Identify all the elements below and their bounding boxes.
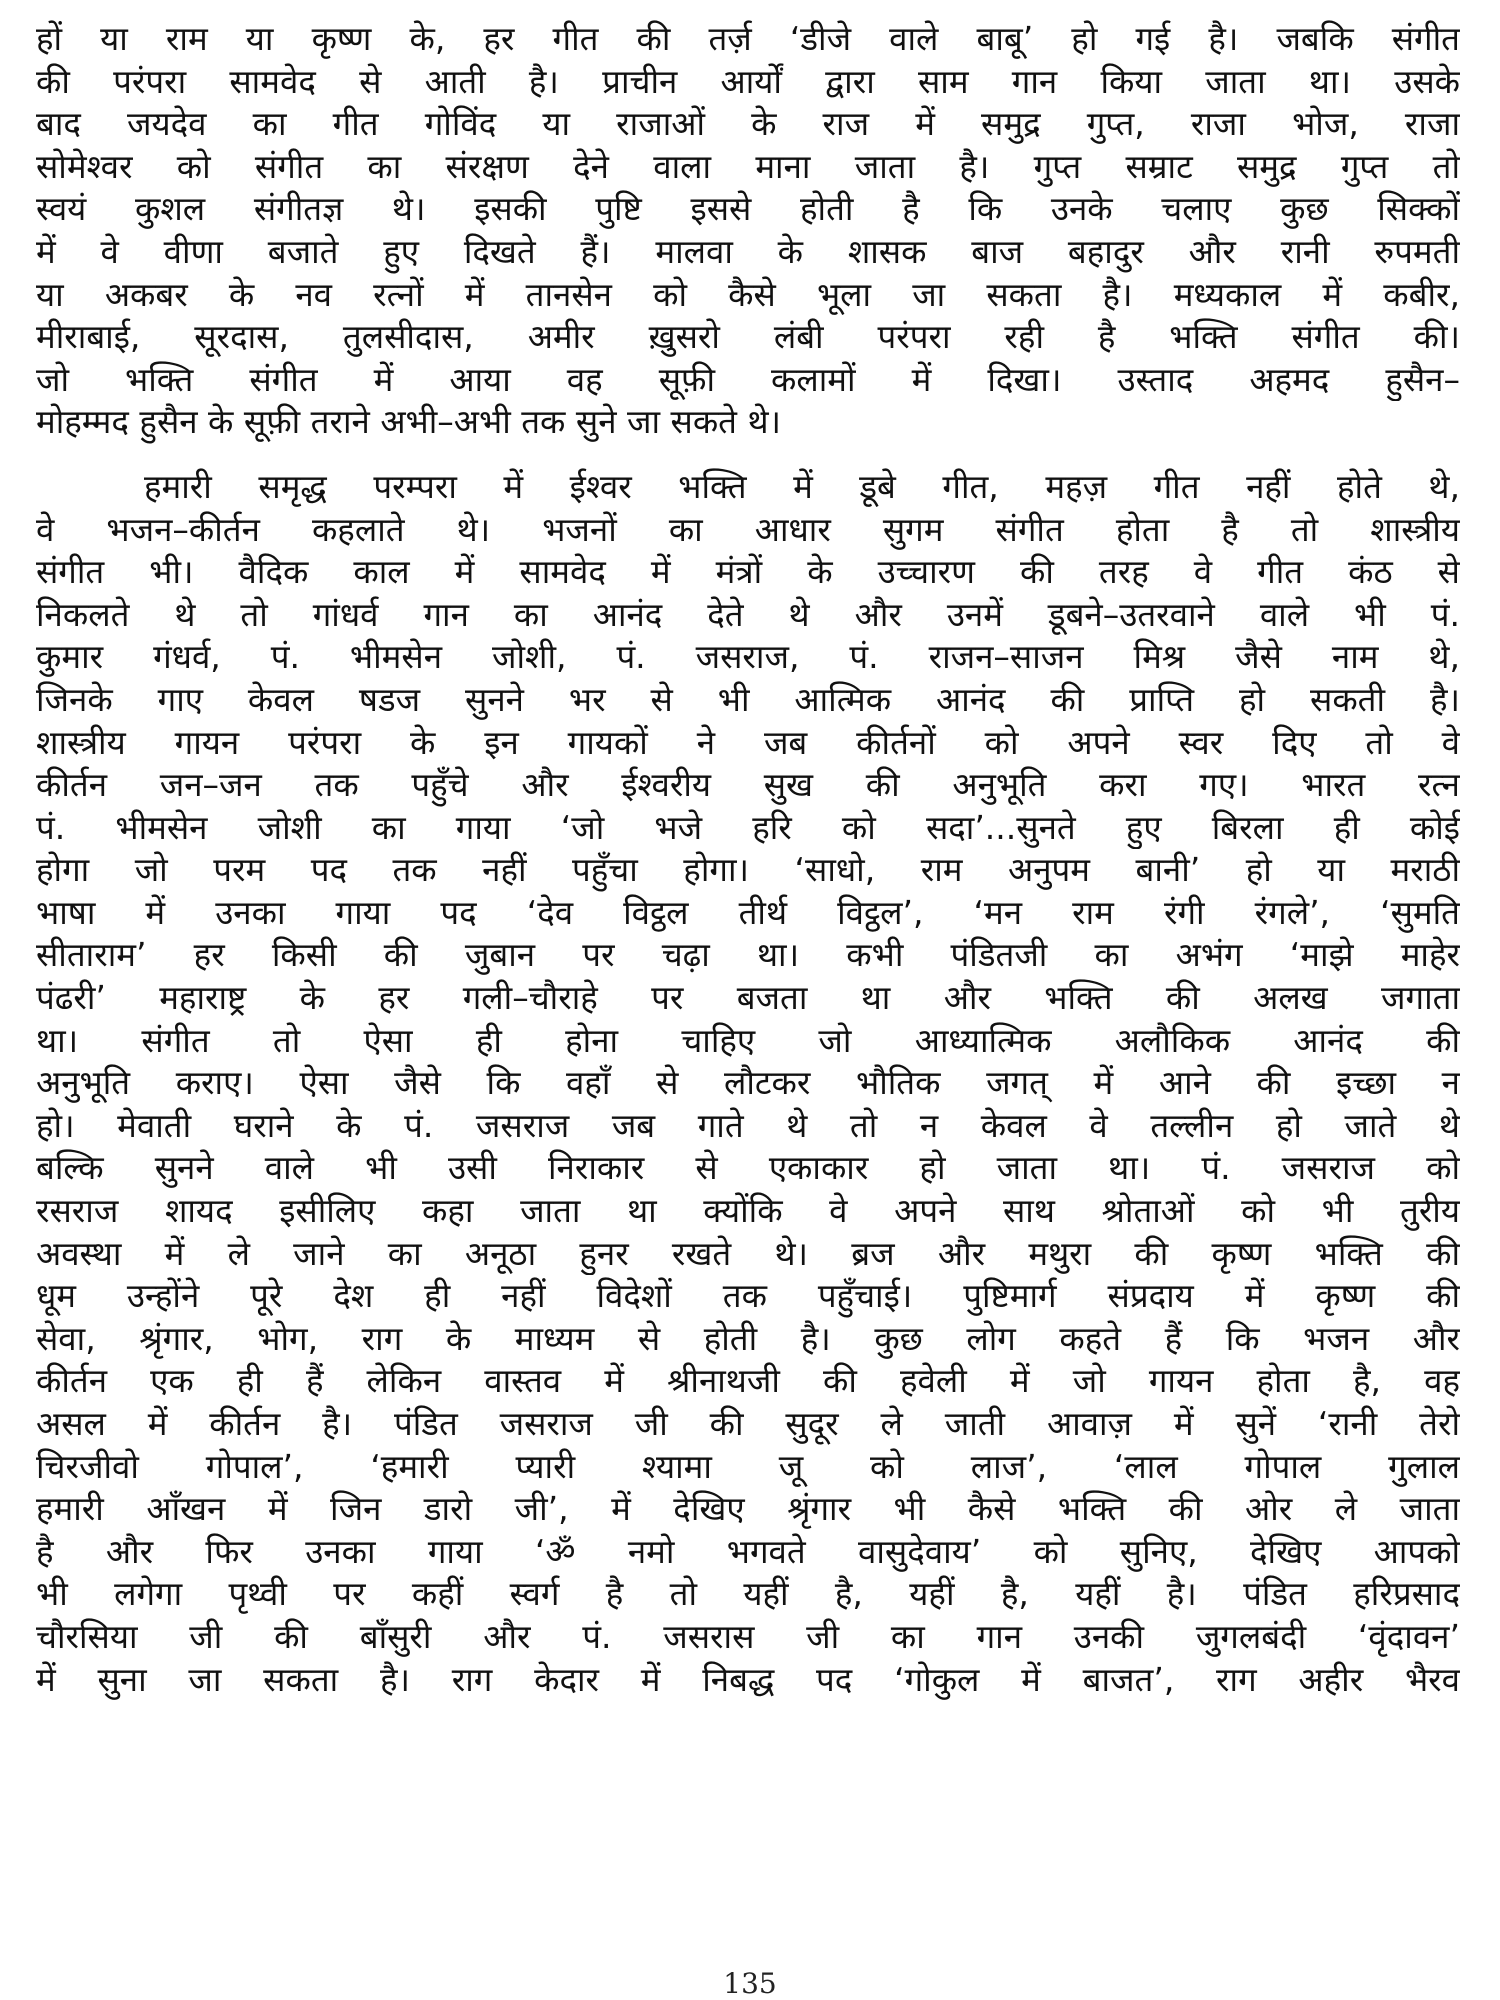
text-line: हमारी आँखन में जिन डारो जी’, में देखिए श्रृंगार भी कैसे भक्ति की ओर ले जाता (36, 1489, 1460, 1529)
text-line: की परंपरा सामवेद से आती है। प्राचीन आर्यों द्वारा साम गान किया जाता था। उसके (36, 61, 1460, 101)
text-line: चिरजीवो गोपाल’, ‘हमारी प्यारी श्यामा जू को लाज’, ‘लाल गोपाल गुलाल (36, 1446, 1460, 1486)
paragraph-gap (36, 444, 1460, 466)
text-line: अवस्था में ले जाने का अनूठा हुनर रखते थे। ब्रज और मथुरा की कृष्ण भक्ति की (36, 1233, 1460, 1273)
text-line: चौरसिया जी की बाँसुरी और पं. जसरास जी का गान उनकी जुगलबंदी ‘वृंदावन’ (36, 1616, 1460, 1656)
text-line: पं. भीमसेन जोशी का गाया ‘जो भजे हरि को सदा’...सुनते हुए बिरला ही कोई (36, 807, 1460, 847)
text-line: बल्कि सुनने वाले भी उसी निराकार से एकाकार हो जाता था। पं. जसराज को (36, 1148, 1460, 1188)
text-line: भाषा में उनका गाया पद ‘देव विट्ठल तीर्थ विट्ठल’, ‘मन राम रंगी रंगले’, ‘सुमति (36, 892, 1460, 932)
text-line: अनुभूति कराए। ऐसा जैसे कि वहाँ से लौटकर भौतिक जगत् में आने की इच्छा न (36, 1063, 1460, 1103)
text-line: कुमार गंधर्व, पं. भीमसेन जोशी, पं. जसराज, पं. राजन–साजन मिश्र जैसे नाम थे, (36, 637, 1460, 677)
text-line: सोमेश्वर को संगीत का संरक्षण देने वाला माना जाता है। गुप्त सम्राट समुद्र गुप्त तो (36, 146, 1460, 186)
text-line: में सुना जा सकता है। राग केदार में निबद्ध पद ‘गोकुल में बाजत’, राग अहीर भैरव (36, 1659, 1460, 1699)
text-line: हों या राम या कृष्ण के, हर गीत की तर्ज़ ‘डीजे वाले बाबू’ हो गई है। जबकि संगीत (36, 19, 1460, 58)
text-line: या अकबर के नव रत्नों में तानसेन को कैसे भूला जा सकता है। मध्यकाल में कबीर, (36, 274, 1460, 314)
text-line: असल में कीर्तन है। पंडित जसराज जी की सुदूर ले जाती आवाज़ में सुनें ‘रानी तेरो (36, 1404, 1460, 1443)
page-number: 135 (723, 1967, 777, 2000)
paragraph-1 (36, 18, 1460, 444)
text-line: सीताराम’ हर किसी की जुबान पर चढ़ा था। कभी पंडितजी का अभंग ‘माझे माहेर (36, 935, 1460, 975)
text-line: था। संगीत तो ऐसा ही होना चाहिए जो आध्यात्मिक अलौकिक आनंद की (36, 1020, 1460, 1060)
text-line: कीर्तन जन–जन तक पहुँचे और ईश्वरीय सुख की अनुभूति करा गए। भारत रत्न (36, 765, 1460, 805)
text-line: रसराज शायद इसीलिए कहा जाता था क्योंकि वे अपने साथ श्रोताओं को भी तुरीय (36, 1191, 1460, 1231)
paragraph-2 (36, 466, 1460, 1701)
text-line: पंढरी’ महाराष्ट्र के हर गली–चौराहे पर बजता था और भक्ति की अलख जगाता (36, 978, 1460, 1018)
text-line: मोहम्मद हुसैन के सूफ़ी तराने अभी–अभी तक सुने जा सकते थे। (36, 402, 782, 442)
text-line: है और फिर उनका गाया ‘ॐ नमो भगवते वासुदेवाय’ को सुनिए, देखिए आपको (36, 1531, 1460, 1571)
text-line: जो भक्ति संगीत में आया वह सूफ़ी कलामों में दिखा। उस्ताद अहमद हुसैन– (36, 359, 1460, 399)
text-line: जिनके गाए केवल षडज सुनने भर से भी आत्मिक आनंद की प्राप्ति हो सकती है। (36, 679, 1460, 719)
text-line: भी लगेगा पृथ्वी पर कहीं स्वर्ग है तो यहीं है, यहीं है, यहीं है। पंडित हरिप्रसाद (36, 1574, 1460, 1614)
text-line: शास्त्रीय गायन परंपरा के इन गायकों ने जब कीर्तनों को अपने स्वर दिए तो वे (36, 722, 1460, 762)
text-line: मीराबाई, सूरदास, तुलसीदास, अमीर ख़ुसरो लंबी परंपरा रही है भक्ति संगीत की। (36, 317, 1460, 357)
text-line: कीर्तन एक ही हैं लेकिन वास्तव में श्रीनाथजी की हवेली में जो गायन होता है, वह (36, 1361, 1460, 1401)
text-line: हमारी समृद्ध परम्परा में ईश्वर भक्ति में डूबे गीत, महज़ गीत नहीं होते थे, (144, 466, 1460, 506)
text-line: संगीत भी। वैदिक काल में सामवेद में मंत्रों के उच्चारण की तरह वे गीत कंठ से (36, 552, 1460, 592)
text-line: हो। मेवाती घराने के पं. जसराज जब गाते थे तो न केवल वे तल्लीन हो जाते थे (36, 1105, 1460, 1145)
text-line: होगा जो परम पद तक नहीं पहुँचा होगा। ‘साधो, राम अनुपम बानी’ हो या मराठी (36, 850, 1460, 890)
text-line: सेवा, श्रृंगार, भोग, राग के माध्यम से होती है। कुछ लोग कहते हैं कि भजन और (36, 1318, 1460, 1358)
text-line: धूम उन्होंने पूरे देश ही नहीं विदेशों तक पहुँचाई। पुष्टिमार्ग संप्रदाय में कृष्ण की (36, 1276, 1460, 1316)
text-line: स्वयं कुशल संगीतज्ञ थे। इसकी पुष्टि इससे होती है कि उनके चलाए कुछ सिक्कों (36, 189, 1460, 229)
text-line: वे भजन–कीर्तन कहलाते थे। भजनों का आधार सुगम संगीत होता है तो शास्त्रीय (36, 509, 1460, 549)
text-line: में वे वीणा बजाते हुए दिखते हैं। मालवा के शासक बाज बहादुर और रानी रुपमती (36, 231, 1460, 271)
text-line: बाद जयदेव का गीत गोविंद या राजाओं के राज में समुद्र गुप्त, राजा भोज, राजा (36, 104, 1460, 144)
text-line: निकलते थे तो गांधर्व गान का आनंद देते थे और उनमें डूबने–उतरवाने वाले भी पं. (36, 594, 1460, 634)
